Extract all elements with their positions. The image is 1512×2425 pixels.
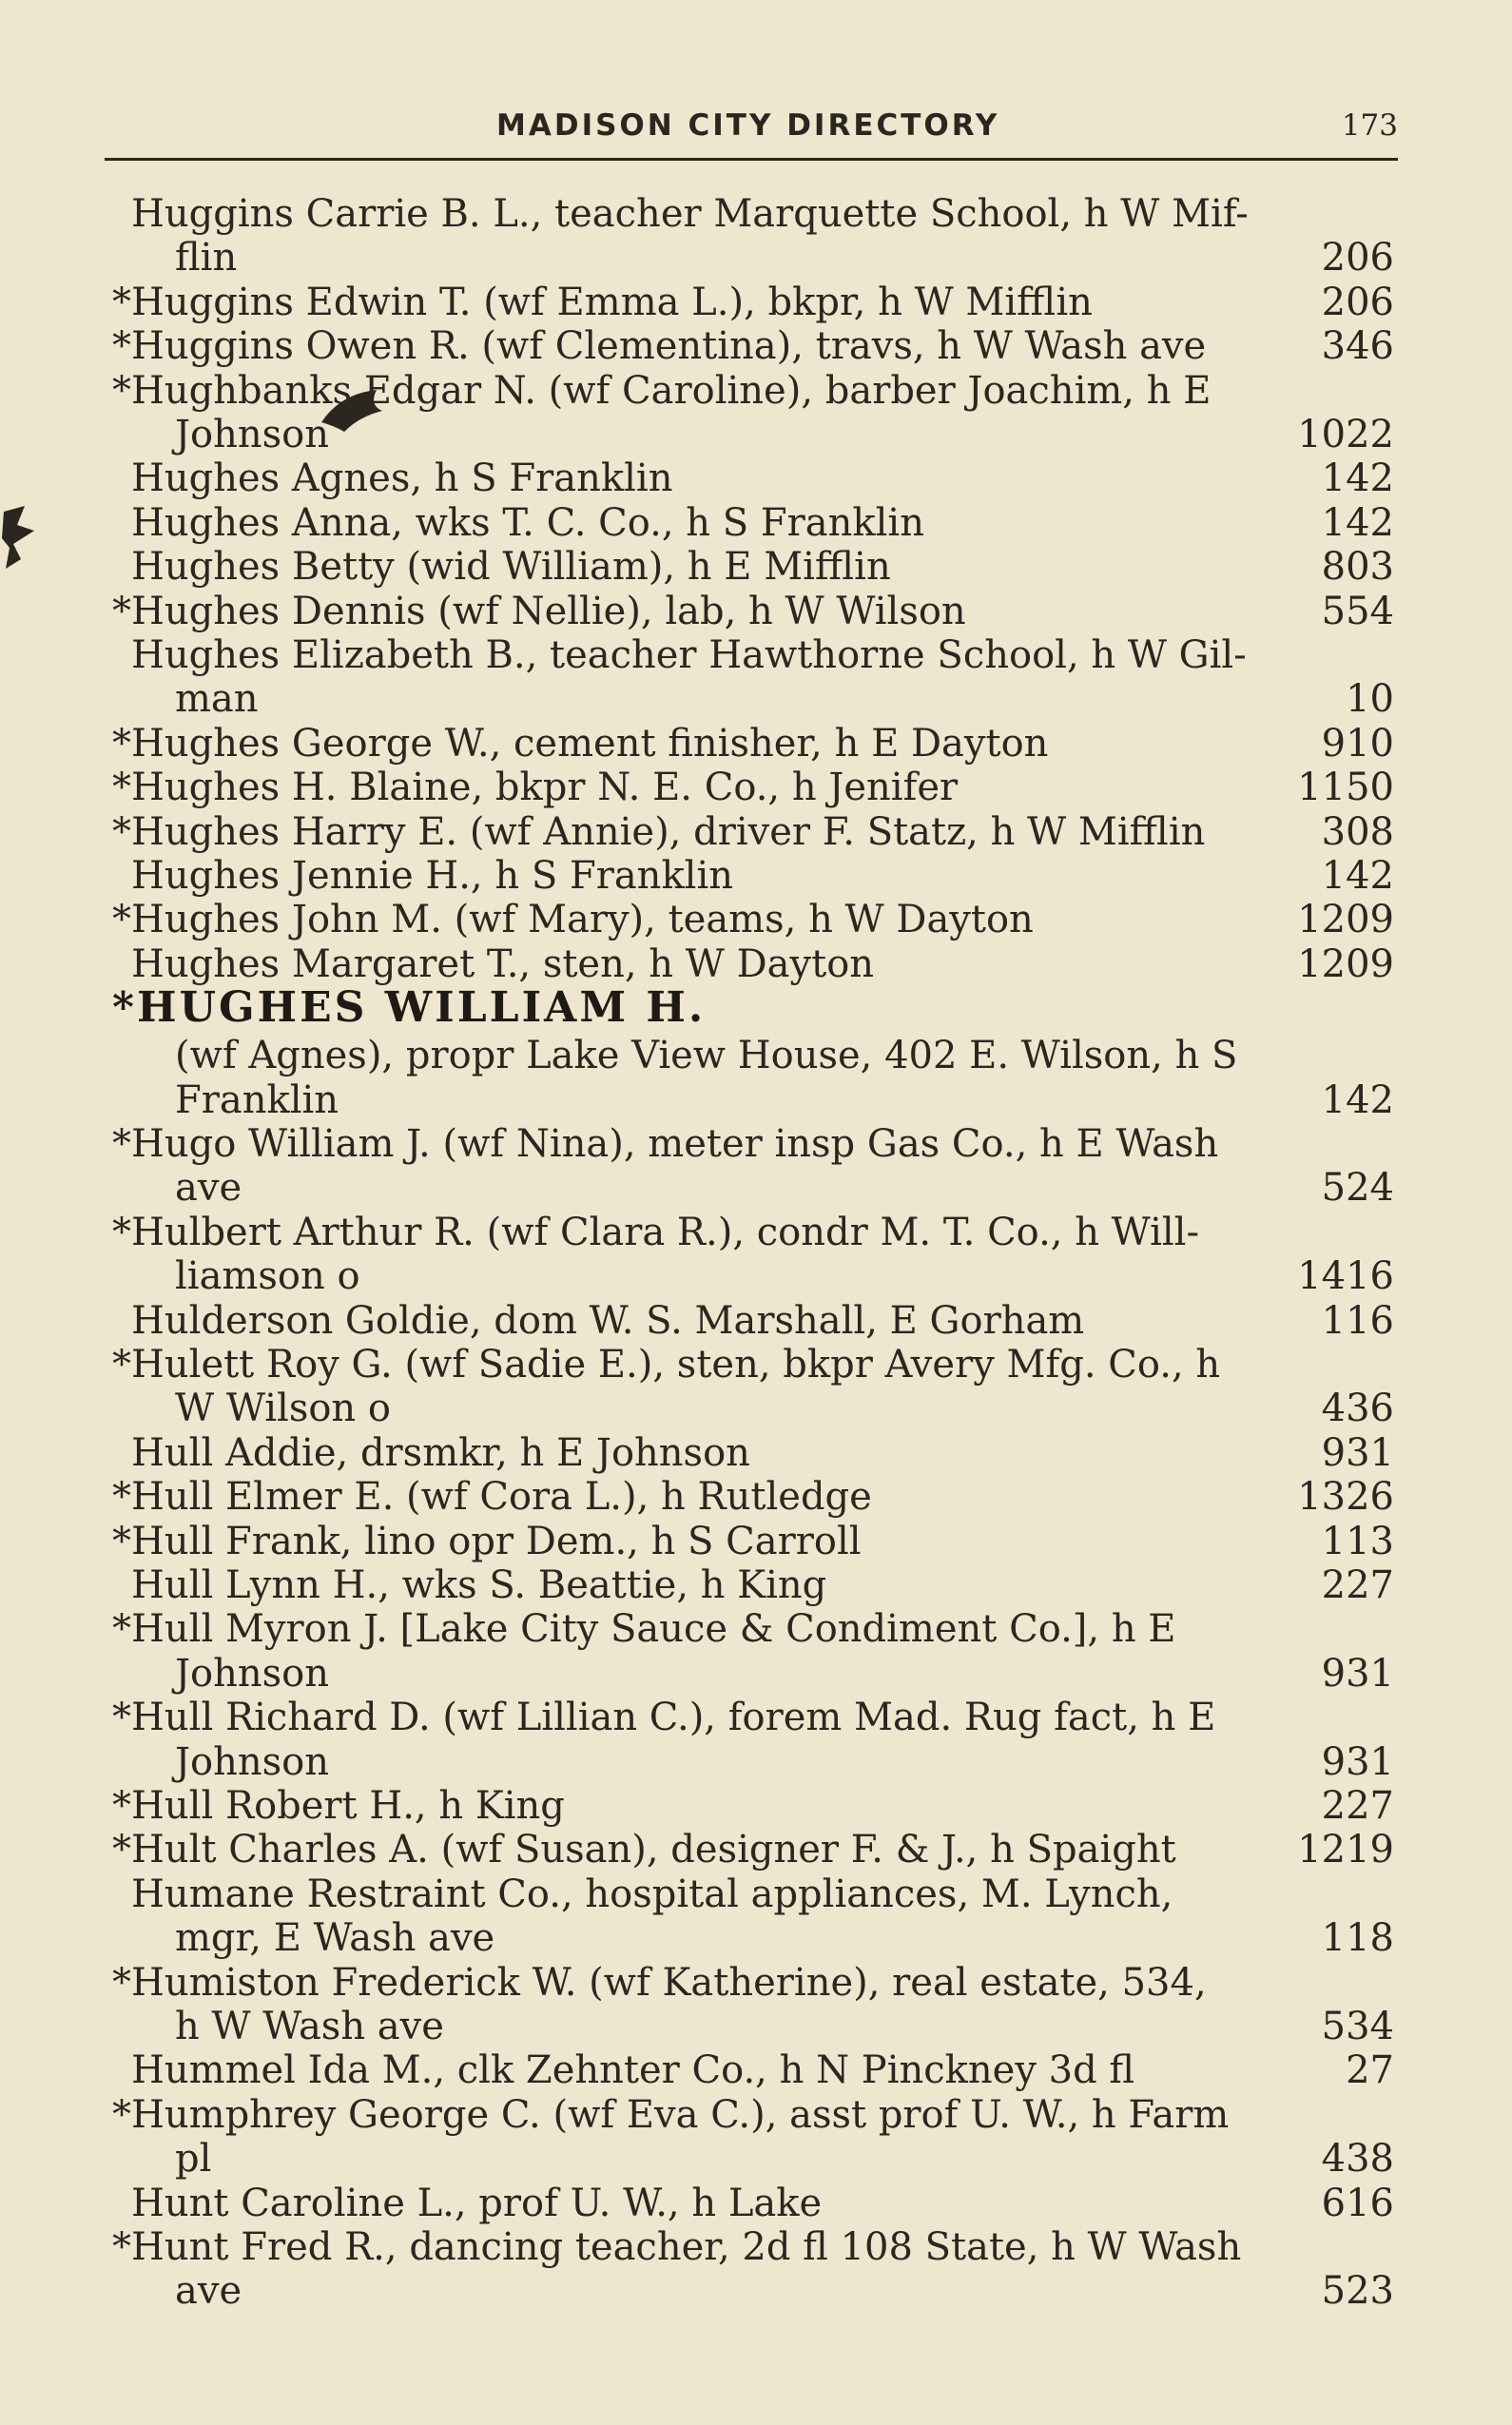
entry-house-number: 142	[1321, 500, 1394, 545]
entry-continuation: Johnson	[175, 1651, 330, 1696]
entry-text: Hughes Elizabeth B., teacher Hawthorne School, h W Gil-	[131, 633, 1247, 677]
entry-text: *Hulbert Arthur R. (wf Clara R.), condr M. T. Co., h Will-	[112, 1210, 1199, 1254]
page-number: 173	[1341, 108, 1398, 143]
entry-continuation: Johnson	[175, 1739, 330, 1784]
entry-house-number: 227	[1321, 1784, 1394, 1828]
entry-text: *Hull Richard D. (wf Lillian C.), forem Mad. Rug fact, h E	[112, 1696, 1216, 1740]
entry-text: *Huggins Owen R. (wf Clementina), travs, h W Wash ave	[112, 324, 1207, 369]
entry-house-number: 142	[1321, 1077, 1394, 1122]
entry-text: *Humphrey George C. (wf Eva C.), asst prof U. W., h Farm	[112, 2092, 1230, 2137]
entry-continuation: ave	[175, 2269, 242, 2314]
entry-text: Hughes Margaret T., sten, h W Dayton	[131, 941, 875, 986]
entry-text: Humane Restraint Co., hospital appliances, M. Lynch,	[131, 1872, 1173, 1916]
entry-text: *Hughes Harry E. (wf Annie), driver F. Statz, h W Mifflin	[112, 809, 1206, 854]
entry-bold-name: *HUGHES WILLIAM H.	[112, 983, 707, 1033]
entry-house-number: 118	[1321, 1916, 1394, 1961]
entry-house-number: 1150	[1297, 766, 1394, 810]
entry-house-number: 524	[1321, 1166, 1394, 1211]
entry-house-number: 931	[1321, 1739, 1394, 1784]
entry-house-number: 346	[1321, 324, 1394, 369]
entry-text: Hull Addie, drsmkr, h E Johnson	[131, 1430, 750, 1475]
entry-text: *Hull Frank, lino opr Dem., h S Carroll	[112, 1519, 862, 1563]
entry-house-number: 554	[1321, 589, 1394, 633]
entry-text: Hughes Agnes, h S Franklin	[131, 456, 673, 501]
entry-text: *Huggins Edwin T. (wf Emma L.), bkpr, h W Mifflin	[112, 280, 1093, 324]
entry-house-number: 142	[1321, 854, 1394, 898]
entry-house-number: 1219	[1297, 1828, 1394, 1872]
entry-house-number: 1326	[1297, 1475, 1394, 1520]
entry-text: *Humiston Frederick W. (wf Katherine), real estate, 534,	[112, 1960, 1207, 2005]
entry-house-number: 534	[1321, 2004, 1394, 2048]
running-title: MADISON CITY DIRECTORY	[496, 108, 1000, 143]
entry-text: Hughes Anna, wks T. C. Co., h S Franklin	[131, 500, 924, 545]
entry-house-number: 931	[1321, 1430, 1394, 1475]
entry-house-number: 1209	[1297, 941, 1394, 986]
entry-text: *Hugo William J. (wf Nina), meter insp Gas Co., h E Wash	[112, 1122, 1219, 1166]
entry-text: Hummel Ida M., clk Zehnter Co., h N Pinckney 3d fl	[131, 2048, 1135, 2093]
entry-continuation: liamson o	[175, 1254, 360, 1299]
entry-house-number: 206	[1321, 236, 1394, 281]
entry-text: *Hughes Dennis (wf Nellie), lab, h W Wilson	[112, 589, 966, 633]
entry-text: Hughes Jennie H., h S Franklin	[131, 854, 734, 898]
entry-text: Hull Lynn H., wks S. Beattie, h King	[131, 1563, 827, 1607]
entry-text: *Hughes John M. (wf Mary), teams, h W Dayton	[112, 898, 1034, 942]
entry-text: *Hulett Roy G. (wf Sadie E.), sten, bkpr Avery Mfg. Co., h	[112, 1343, 1221, 1387]
page-header	[105, 103, 1398, 156]
entry-text: Huggins Carrie B. L., teacher Marquette School, h W Mif-	[131, 192, 1249, 236]
entry-text: *Hunt Fred R., dancing teacher, 2d fl 108 State, h W Wash	[112, 2225, 1242, 2269]
entry-continuation: h W Wash ave	[175, 2004, 444, 2048]
entry-text: *Hughes H. Blaine, bkpr N. E. Co., h Jenifer	[112, 766, 959, 810]
entry-text: Hunt Caroline L., prof U. W., h Lake	[131, 2181, 823, 2225]
entry-text: Hughes Betty (wid William), h E Mifflin	[131, 545, 891, 590]
entry-continuation: pl	[175, 2137, 212, 2182]
entry-house-number: 523	[1321, 2269, 1394, 2314]
entry-house-number: 116	[1321, 1298, 1394, 1343]
entry-text: *Hult Charles A. (wf Susan), designer F. & J., h Spaight	[112, 1828, 1176, 1872]
entry-house-number: 227	[1321, 1563, 1394, 1607]
entry-house-number: 438	[1321, 2137, 1394, 2182]
entry-text: *Hull Elmer E. (wf Cora L.), h Rutledge	[112, 1475, 872, 1520]
entry-house-number: 436	[1321, 1387, 1394, 1431]
header-rule	[105, 158, 1398, 161]
entry-continuation: Johnson	[175, 412, 330, 456]
entry-house-number: 616	[1321, 2181, 1394, 2225]
entry-house-number: 931	[1321, 1651, 1394, 1696]
entry-house-number: 206	[1321, 280, 1394, 324]
entry-continuation: man	[175, 677, 259, 722]
ink-blot-mark	[0, 502, 38, 576]
entry-text: *Hull Myron J. [Lake City Sauce & Condiment Co.], h E	[112, 1607, 1176, 1652]
entry-text: *Hughbanks Edgar N. (wf Caroline), barber Joachim, h E	[112, 368, 1212, 413]
entry-house-number: 27	[1346, 2048, 1394, 2093]
entry-continuation: mgr, E Wash ave	[175, 1916, 495, 1961]
entry-continuation: W Wilson o	[175, 1387, 391, 1431]
entry-house-number: 1022	[1297, 412, 1394, 456]
entry-house-number: 910	[1321, 721, 1394, 766]
entry-text: *Hull Robert H., h King	[112, 1784, 565, 1828]
entry-continuation: Franklin	[175, 1077, 339, 1122]
entry-house-number: 142	[1321, 456, 1394, 501]
entry-text: Hulderson Goldie, dom W. S. Marshall, E Gorham	[131, 1298, 1085, 1343]
entry-text: *Hughes George W., cement finisher, h E Dayton	[112, 721, 1049, 766]
entry-house-number: 1209	[1297, 898, 1394, 942]
entry-house-number: 1416	[1297, 1254, 1394, 1299]
entry-house-number: 803	[1321, 545, 1394, 590]
entry-house-number: 10	[1346, 677, 1394, 722]
entry-continuation: ave	[175, 1166, 242, 1211]
entry-continuation: flin	[175, 236, 238, 281]
entry-house-number: 308	[1321, 809, 1394, 854]
entry-continuation: (wf Agnes), propr Lake View House, 402 E. Wilson, h S	[175, 1034, 1238, 1078]
entry-house-number: 113	[1321, 1519, 1394, 1563]
